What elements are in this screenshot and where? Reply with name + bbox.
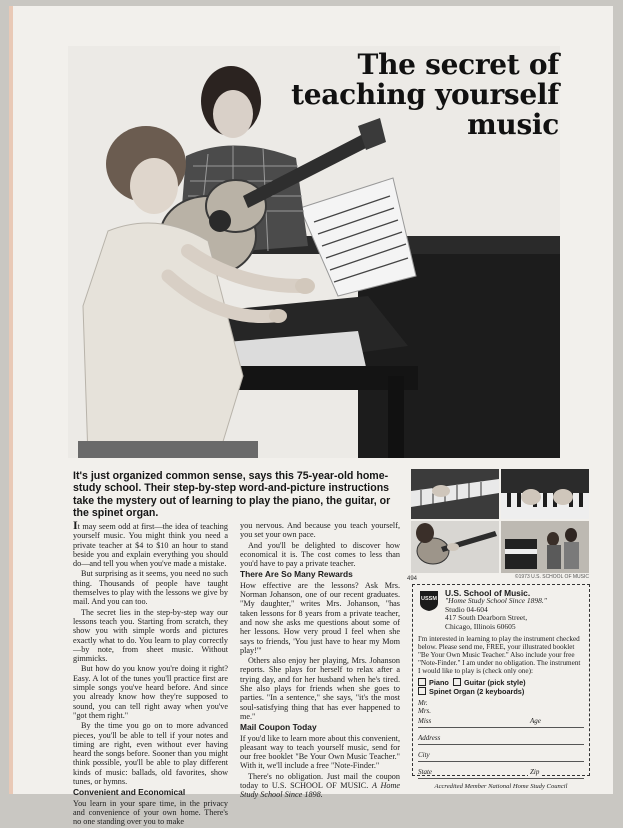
logo-text: USSM <box>421 596 437 602</box>
paragraph <box>73 518 228 569</box>
subheading: There Are So Many Rewards <box>240 569 353 580</box>
paragraph: Others also enjoy her playing, Mrs. Johanson reports. She plays for herself to relax after a trying day, and for her husband when he's tired. She also plays for friends when she goes to parties. "In a sentence," she says, "it's the most soul-satisfying thing that has ever happened to me." <box>240 656 400 721</box>
article-column-2 <box>240 521 400 801</box>
option-organ-label: Spinet Organ (2 keyboards) <box>429 686 525 696</box>
guitar-checkbox[interactable] <box>453 678 461 686</box>
instrument-options <box>418 678 584 696</box>
salutation-miss: Miss <box>418 716 432 725</box>
school-city: Chicago, Illinois 60605 <box>445 621 516 631</box>
salutation-mrs: Mrs. <box>418 706 432 715</box>
paragraph: And you'll be delighted to discover how economical it is. The cost comes to less than you'd have to pay a private teacher. <box>240 540 400 569</box>
option-organ-row[interactable] <box>418 687 584 696</box>
photo-caption: ©1973 U.S. SCHOOL OF MUSIC <box>514 574 589 580</box>
thumb-guitar-player <box>411 521 499 573</box>
school-street: 417 South Dearborn Street, <box>445 613 528 623</box>
paragraph: If you'd like to learn more about this convenient, pleasant way to teach yourself music, send for our free booklet "Be Your Own Music Teacher." With it, we'll include a free "Note-Finder." <box>240 733 400 771</box>
drop-cap: I <box>73 518 78 532</box>
state-label: State <box>418 767 432 776</box>
thumbnail-photos <box>411 469 589 573</box>
thumb-organ-keys <box>411 469 499 519</box>
school-studio: Studio 04-604 <box>445 604 488 614</box>
mail-coupon[interactable] <box>412 584 590 790</box>
headline-line-3: music <box>467 108 559 141</box>
city-field[interactable] <box>418 749 584 762</box>
paragraph: How effective are the lessons? Ask Mrs. Norman Johanson, one of our recent graduates. "My daughter," writes Mrs. Johanson, "has taken lessons for 8 years from a private teacher, and now she asks me questions about some of her lessons. How very proud I feel when she says to friends, 'You just have to hear my Mom play!'" <box>240 580 400 655</box>
paragraph-text: t may seem odd at first—the idea of teaching yourself music. You might think you need a private teacher at $4 to $10 an hour to stand beside you and explain everything you should do—and tell you when you've made a mistake. <box>73 522 228 569</box>
school-name: U.S. School of Music. <box>445 588 531 598</box>
magazine-page <box>9 6 613 827</box>
coupon-body: I'm interested in learning to play the instrument checked below. Please send me, FREE, your illustrated booklet "Be Your Own Music Teacher." Also include your free "Note-Finder." I am under no obligation. The instrument I would like to play is (check only one): <box>418 635 581 676</box>
piano-checkbox[interactable] <box>418 678 426 686</box>
headline <box>291 50 559 140</box>
headline-line-2: teaching yourself <box>291 78 559 111</box>
thumb-piano-hands <box>501 469 589 519</box>
zip-label: Zip <box>530 767 540 776</box>
option-piano-label: Piano <box>429 677 449 687</box>
salutation-mr: Mr. <box>418 698 428 707</box>
name-field[interactable] <box>418 715 584 728</box>
paragraph: The secret lies in the step-by-step way our lessons teach you. Starting from scratch, they show you with simple words and pictures exactly what to do. You learn to play correctly—by note, from sheet music. Without gimmicks. <box>73 607 228 664</box>
article-column-1 <box>73 518 228 828</box>
subheading: Mail Coupon Today <box>240 722 317 733</box>
school-logo-icon <box>419 590 439 612</box>
paragraph-text: There's no obligation. Just mail the coupon today to U.S. SCHOOL OF MUSIC. <box>240 771 400 791</box>
paragraph: But surprising as it seems, you need no such thing. Thousands of people have taught themselves to play with the lessons we give by mail. And you can too. <box>73 569 228 607</box>
paragraph: You learn in your spare time, in the privacy and convenience of your own home. There's no one standing over you to make <box>73 798 228 827</box>
paragraph: you nervous. And because you teach yourself, you set your own pace. <box>240 521 400 540</box>
paragraph-italic: A Home Study School Since 1898. <box>240 781 400 800</box>
age-label: Age <box>530 716 541 725</box>
organ-checkbox[interactable] <box>418 687 426 695</box>
paragraph: But how do you know you're doing it right? Easy. A lot of the tunes you'll practice first are simple songs you've heard before. And since you already know how they're supposed to sound, you can tell right away when you've "got them right." <box>73 664 228 720</box>
intro-paragraph: It's just organized common sense, says this 75-year-old home-study school. Their step-by-step word-and-picture instructions take the mystery out of learning to play the piano, the guitar, or the spinet organ. <box>73 470 391 519</box>
subheading: Convenient and Economical <box>73 787 186 798</box>
state-zip-field[interactable] <box>418 766 584 779</box>
address-field[interactable] <box>418 732 584 745</box>
option-guitar-label: Guitar (pick style) <box>463 677 526 687</box>
thumb-family-at-piano <box>501 521 589 573</box>
address-label: Address <box>418 733 441 742</box>
paragraph <box>240 772 400 800</box>
option-piano-row[interactable] <box>418 678 584 687</box>
school-address-block <box>445 589 584 631</box>
paragraph: By the time you go on to more advanced pieces, you'll be able to tell if your notes and timing are right, even without ever having heard the songs before. Sooner than you might think possible, you'll be able to play different kinds of music: ballads, old favorites, show tunes, or hymns. <box>73 721 228 787</box>
coupon-number: 494 <box>407 576 418 582</box>
headline-line-1: The secret of <box>357 48 559 81</box>
city-label: City <box>418 750 430 759</box>
accreditation-note: Accredited Member National Home Study Council <box>434 782 568 790</box>
school-since: "Home Study School Since 1898." <box>445 596 547 606</box>
